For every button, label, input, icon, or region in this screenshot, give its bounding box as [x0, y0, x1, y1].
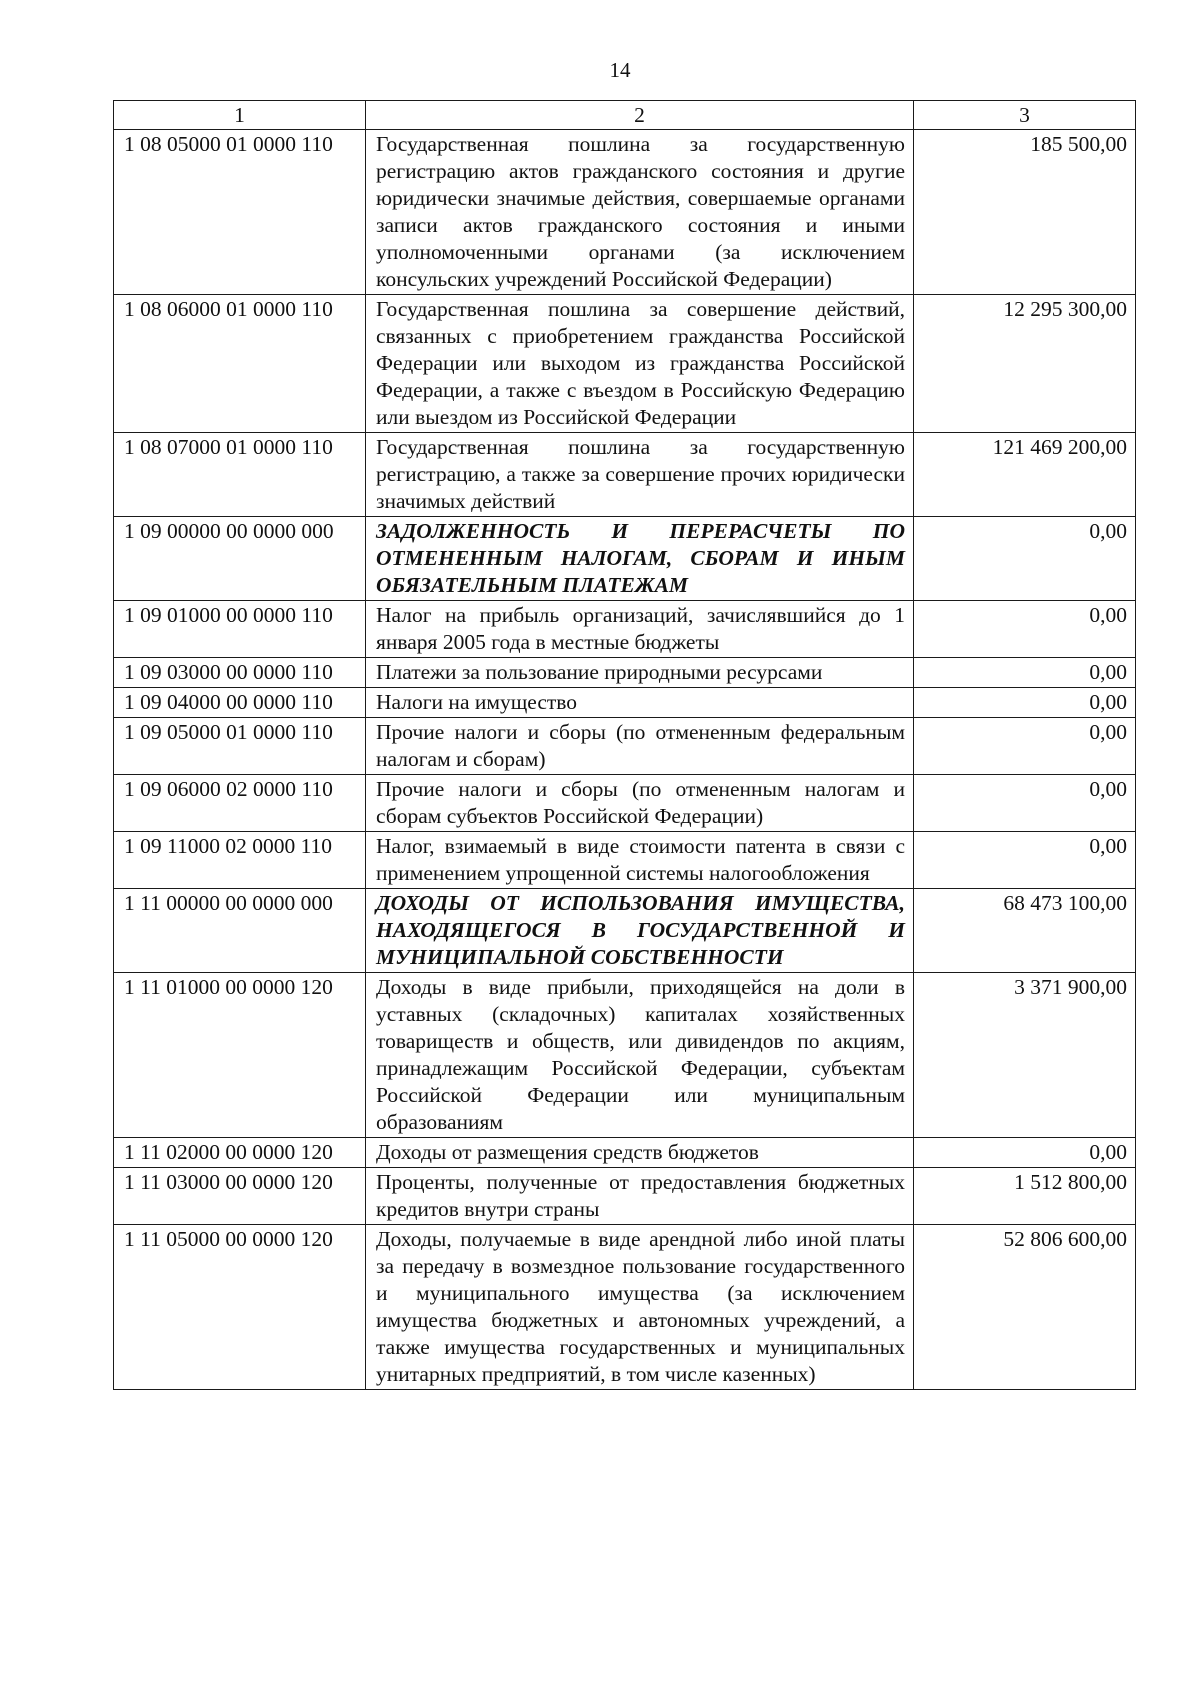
- column-header-code: 1: [114, 101, 366, 130]
- budget-code-cell: 1 11 01000 00 0000 120: [114, 973, 366, 1138]
- budget-code-cell: 1 09 05000 01 0000 110: [114, 718, 366, 775]
- table-row: [114, 832, 1136, 889]
- amount-cell: 3 371 900,00: [914, 973, 1136, 1138]
- amount-cell: 0,00: [914, 658, 1136, 688]
- budget-code-cell: 1 09 00000 00 0000 000: [114, 517, 366, 601]
- budget-code-cell: 1 09 06000 02 0000 110: [114, 775, 366, 832]
- description-cell: Доходы от размещения средств бюджетов: [366, 1138, 914, 1168]
- page-number: 14: [609, 58, 631, 82]
- budget-code-cell: 1 09 11000 02 0000 110: [114, 832, 366, 889]
- budget-code-cell: 1 11 02000 00 0000 120: [114, 1138, 366, 1168]
- description-cell: Прочие налоги и сборы (по отмененным федеральным налогам и сборам): [366, 718, 914, 775]
- amount-cell: 12 295 300,00: [914, 295, 1136, 433]
- amount-cell: 0,00: [914, 832, 1136, 889]
- table-row: [114, 658, 1136, 688]
- table-row: [114, 517, 1136, 601]
- description-cell: Государственная пошлина за государственную регистрацию, а также за совершение прочих юридически значимых действий: [366, 433, 914, 517]
- amount-cell: 0,00: [914, 688, 1136, 718]
- amount-cell: 0,00: [914, 517, 1136, 601]
- section-heading-cell: ЗАДОЛЖЕННОСТЬ И ПЕРЕРАСЧЕТЫ ПО ОТМЕНЕННЫМ НАЛОГАМ, СБОРАМ И ИНЫМ ОБЯЗАТЕЛЬНЫМ ПЛАТЕЖАМ: [366, 517, 914, 601]
- description-cell: Доходы, получаемые в виде арендной либо иной платы за передачу в возмездное пользование государственного и муниципального имущества (за исключением имущества бюджетных и автономных учреждений, а также имущества государственных и муниципальных унитарных предприятий, в том числе казенных): [366, 1225, 914, 1390]
- budget-code-cell: 1 08 06000 01 0000 110: [114, 295, 366, 433]
- table-body: [114, 130, 1136, 1390]
- table-row: [114, 1138, 1136, 1168]
- table-row: [114, 718, 1136, 775]
- table-row: [114, 889, 1136, 973]
- table-row: [114, 601, 1136, 658]
- description-cell: Налог, взимаемый в виде стоимости патента в связи с применением упрощенной системы налогообложения: [366, 832, 914, 889]
- budget-code-cell: 1 09 04000 00 0000 110: [114, 688, 366, 718]
- table-row: [114, 295, 1136, 433]
- amount-cell: 121 469 200,00: [914, 433, 1136, 517]
- column-header-description: 2: [366, 101, 914, 130]
- table-row: [114, 775, 1136, 832]
- description-cell: Прочие налоги и сборы (по отмененным налогам и сборам субъектов Российской Федерации): [366, 775, 914, 832]
- description-cell: Платежи за пользование природными ресурсами: [366, 658, 914, 688]
- amount-cell: 0,00: [914, 1138, 1136, 1168]
- amount-cell: 1 512 800,00: [914, 1168, 1136, 1225]
- header-row: [114, 101, 1136, 130]
- column-header-amount: 3: [914, 101, 1136, 130]
- amount-cell: 0,00: [914, 718, 1136, 775]
- description-cell: Налоги на имущество: [366, 688, 914, 718]
- table-row: [114, 688, 1136, 718]
- budget-code-cell: 1 11 05000 00 0000 120: [114, 1225, 366, 1390]
- amount-cell: 68 473 100,00: [914, 889, 1136, 973]
- description-cell: Налог на прибыль организаций, зачислявшийся до 1 января 2005 года в местные бюджеты: [366, 601, 914, 658]
- description-cell: Проценты, полученные от предоставления бюджетных кредитов внутри страны: [366, 1168, 914, 1225]
- amount-cell: 0,00: [914, 601, 1136, 658]
- budget-code-cell: 1 08 07000 01 0000 110: [114, 433, 366, 517]
- table-row: [114, 973, 1136, 1138]
- budget-code-cell: 1 08 05000 01 0000 110: [114, 130, 366, 295]
- budget-code-cell: 1 09 03000 00 0000 110: [114, 658, 366, 688]
- amount-cell: 0,00: [914, 775, 1136, 832]
- amount-cell: 52 806 600,00: [914, 1225, 1136, 1390]
- description-cell: Доходы в виде прибыли, приходящейся на доли в уставных (складочных) капиталах хозяйственных товариществ и обществ, или дивидендов по акциям, принадлежащим Российской Федерации, субъектам Российской Федерации или муниципальным образованиям: [366, 973, 914, 1138]
- description-cell: Государственная пошлина за совершение действий, связанных с приобретением гражданства Российской Федерации или выходом из гражданства Российской Федерации, а также с въездом в Российскую Федерацию или выездом из Российской Федерации: [366, 295, 914, 433]
- description-cell: Государственная пошлина за государственную регистрацию актов гражданского состояния и другие юридически значимые действия, совершаемые органами записи актов гражданского состояния и иными уполномоченными органами (за исключением консульских учреждений Российской Федерации): [366, 130, 914, 295]
- table-row: [114, 130, 1136, 295]
- section-heading-cell: ДОХОДЫ ОТ ИСПОЛЬЗОВАНИЯ ИМУЩЕСТВА, НАХОДЯЩЕГОСЯ В ГОСУДАРСТВЕННОЙ И МУНИЦИПАЛЬНОЙ СОБСТВЕННОСТИ: [366, 889, 914, 973]
- table-row: [114, 1168, 1136, 1225]
- amount-cell: 185 500,00: [914, 130, 1136, 295]
- table-row: [114, 1225, 1136, 1390]
- revenue-table: [113, 100, 1136, 1390]
- table-row: [114, 433, 1136, 517]
- budget-code-cell: 1 11 03000 00 0000 120: [114, 1168, 366, 1225]
- budget-code-cell: 1 09 01000 00 0000 110: [114, 601, 366, 658]
- budget-code-cell: 1 11 00000 00 0000 000: [114, 889, 366, 973]
